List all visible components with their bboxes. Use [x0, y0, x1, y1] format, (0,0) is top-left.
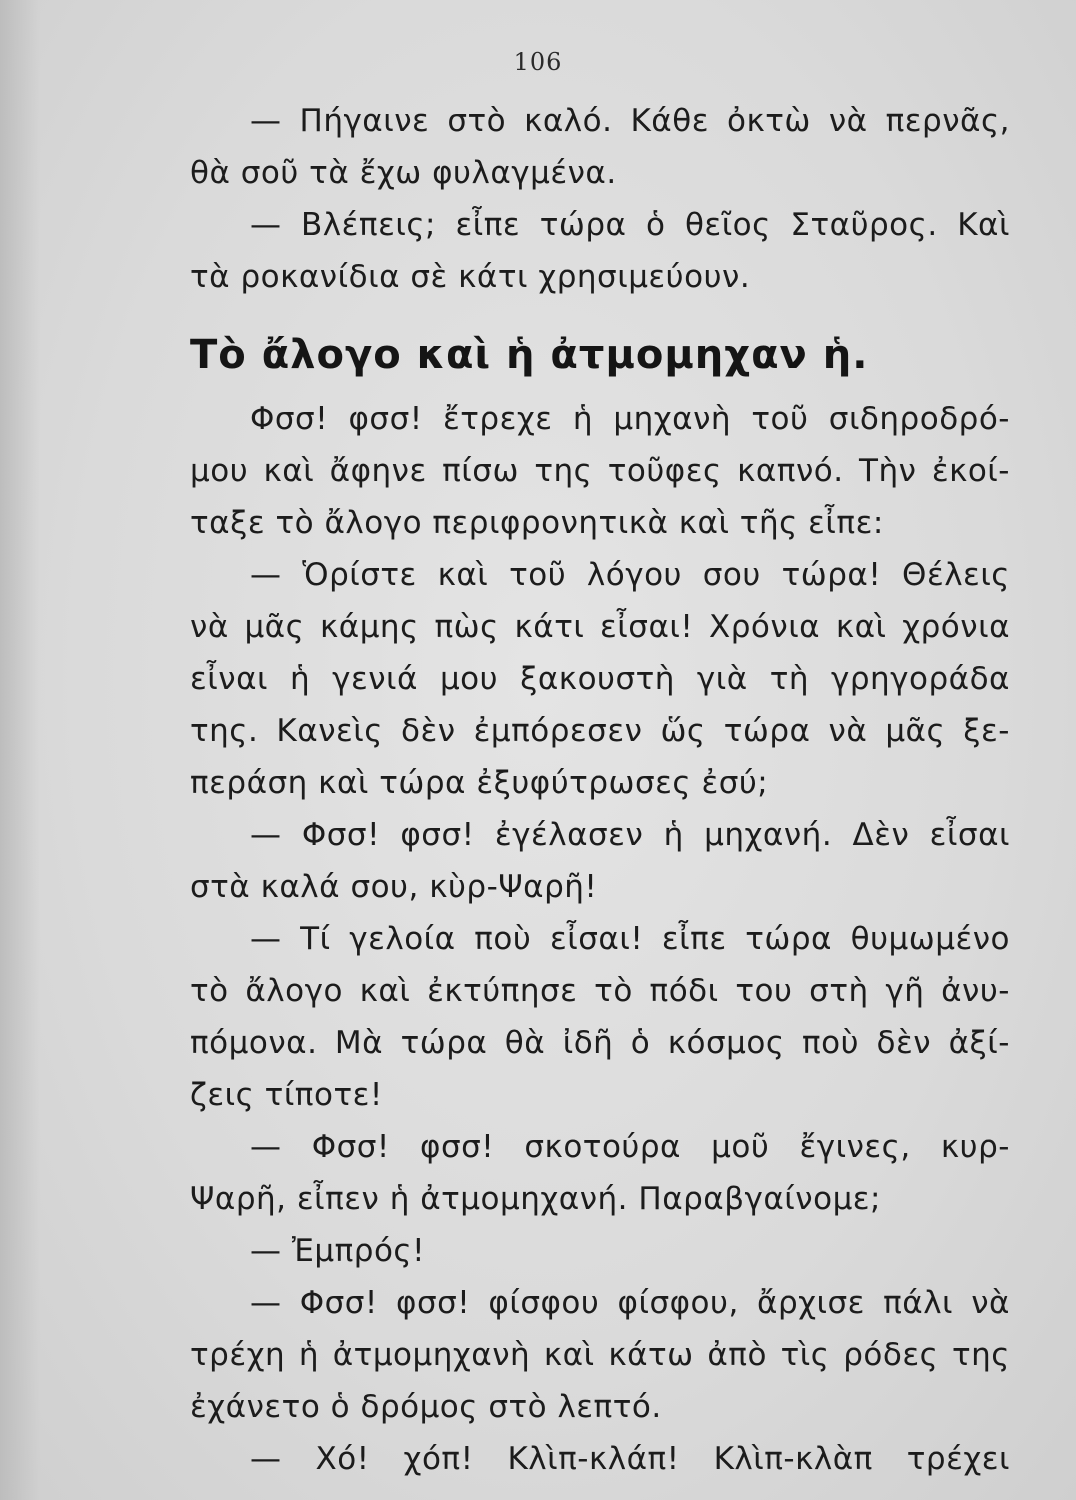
page-number: 106 [513, 48, 563, 76]
text-line: νὰ μᾶς κάμης πὼς κάτι εἶσαι! Χρόνια καὶ χρόνια [190, 609, 1010, 645]
paragraph [190, 809, 1010, 913]
paragraph [190, 1225, 1010, 1277]
text-line: ζεις τίποτε! [190, 1077, 383, 1113]
text-line: — Φσσ! φσσ! φίσφου φίσφου, ἄρχισε πάλι νὰ [250, 1285, 1010, 1321]
text-line: — Χό! χόπ! Κλὶπ-κλάπ! Κλὶπ-κλὰπ τρέχει [250, 1441, 1010, 1477]
section-heading: Τὸ ἄλογο καὶ ἡ ἀτμομηχαν ἡ. [190, 332, 869, 378]
text-line: — Βλέπεις; εἶπε τώρα ὁ θεῖος Σταῦρος. Καὶ [250, 207, 1010, 243]
text-line: — Ὁρίστε καὶ τοῦ λόγου σου τώρα! Θέλεις [250, 557, 1010, 593]
text-line: ἐχάνετο ὁ δρόμος στὸ λεπτό. [190, 1389, 662, 1425]
paragraph [190, 1121, 1010, 1225]
paragraph [190, 393, 1010, 549]
text-line: — Φσσ! φσσ! ἐγέλασεν ἡ μηχανή. Δὲν εἶσαι [250, 817, 1010, 853]
text-line: περάση καὶ τώρα ἐξυφύτρωσες ἐσύ; [190, 765, 769, 801]
text-line: — Τί γελοία ποὺ εἶσαι! εἶπε τώρα θυμωμένο [250, 921, 1010, 957]
text-line: — Φσσ! φσσ! σκοτούρα μοῦ ἔγινες, κυρ- [250, 1129, 1010, 1165]
text-line: τρέχη ἡ ἀτμομηχανὴ καὶ κάτω ἀπὸ τὶς ρόδες της [190, 1337, 1010, 1373]
page-gutter-shadow [0, 0, 40, 1500]
text-line: — Ἐμπρός! [250, 1233, 426, 1269]
text-line: τὰ ροκανίδια σὲ κάτι χρησιμεύουν. [190, 259, 751, 295]
text-line: στὰ καλά σου, κὺρ-Ψαρῆ! [190, 869, 598, 905]
text-line: μου καὶ ἄφηνε πίσω της τοῦφες καπνό. Τὴν ἐκοί- [190, 453, 1010, 489]
page-body [190, 95, 1010, 1485]
paragraph [190, 913, 1010, 1121]
text-line: τὸ ἄλογο καὶ ἐκτύπησε τὸ πόδι του στὴ γῆ ἀνυ- [190, 973, 1010, 1009]
paragraph [190, 95, 1010, 199]
text-line: πόμονα. Μὰ τώρα θὰ ἰδῆ ὁ κόσμος ποὺ δὲν ἀξί- [190, 1025, 1010, 1061]
text-line: ταξε τὸ ἄλογο περιφρονητικὰ καὶ τῆς εἶπε: [190, 505, 884, 541]
paragraph [190, 549, 1010, 809]
paragraph [190, 1277, 1010, 1433]
text-line: Φσσ! φσσ! ἔτρεχε ἡ μηχανὴ τοῦ σιδηροδρό- [250, 401, 1010, 437]
paragraph [190, 1433, 1010, 1485]
text-line: θὰ σοῦ τὰ ἔχω φυλαγμένα. [190, 155, 617, 191]
text-line: εἶναι ἡ γενιά μου ξακουστὴ γιὰ τὴ γρηγοράδα [190, 661, 1010, 697]
text-line: Ψαρῆ, εἶπεν ἡ ἀτμομηχανή. Παραβγαίνομε; [190, 1181, 881, 1217]
text-line: της. Κανεὶς δὲν ἐμπόρεσεν ὥς τώρα νὰ μᾶς ξε- [190, 713, 1010, 749]
paragraph [190, 199, 1010, 303]
text-line: — Πήγαινε στὸ καλό. Κάθε ὀκτὼ νὰ περνᾶς, [250, 103, 1010, 139]
